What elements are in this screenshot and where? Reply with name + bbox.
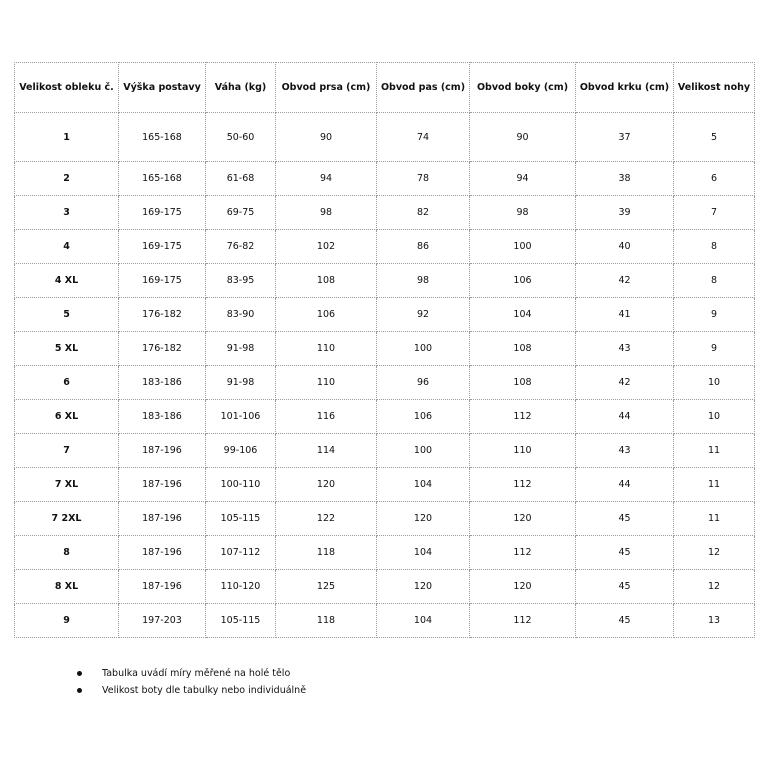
header-neck: Obvod krku (cm) xyxy=(576,63,674,113)
cell-height: 169-175 xyxy=(119,230,206,264)
cell-suit-size: 4 XL xyxy=(15,264,119,298)
table-row xyxy=(15,570,755,604)
cell-chest: 110 xyxy=(276,332,377,366)
cell-neck: 44 xyxy=(576,400,674,434)
cell-suit-size: 1 xyxy=(15,113,119,162)
cell-height: 176-182 xyxy=(119,332,206,366)
cell-hips: 108 xyxy=(470,332,576,366)
cell-foot-size: 13 xyxy=(674,604,755,638)
table-row xyxy=(15,298,755,332)
cell-neck: 42 xyxy=(576,264,674,298)
cell-height: 183-186 xyxy=(119,366,206,400)
cell-hips: 108 xyxy=(470,366,576,400)
cell-height: 169-175 xyxy=(119,264,206,298)
cell-weight: 110-120 xyxy=(206,570,276,604)
table-body xyxy=(15,113,755,638)
cell-foot-size: 10 xyxy=(674,400,755,434)
cell-neck: 45 xyxy=(576,570,674,604)
cell-suit-size: 8 xyxy=(15,536,119,570)
cell-chest: 98 xyxy=(276,196,377,230)
cell-neck: 44 xyxy=(576,468,674,502)
cell-neck: 45 xyxy=(576,604,674,638)
cell-waist: 100 xyxy=(377,434,470,468)
cell-hips: 120 xyxy=(470,570,576,604)
cell-suit-size: 5 XL xyxy=(15,332,119,366)
cell-weight: 100-110 xyxy=(206,468,276,502)
cell-suit-size: 2 xyxy=(15,162,119,196)
cell-neck: 37 xyxy=(576,113,674,162)
header-waist: Obvod pas (cm) xyxy=(377,63,470,113)
cell-waist: 74 xyxy=(377,113,470,162)
cell-chest: 106 xyxy=(276,298,377,332)
cell-chest: 94 xyxy=(276,162,377,196)
cell-foot-size: 5 xyxy=(674,113,755,162)
cell-suit-size: 6 XL xyxy=(15,400,119,434)
cell-waist: 120 xyxy=(377,570,470,604)
cell-weight: 99-106 xyxy=(206,434,276,468)
cell-weight: 105-115 xyxy=(206,502,276,536)
cell-height: 187-196 xyxy=(119,536,206,570)
table-row xyxy=(15,536,755,570)
header-suit-size: Velikost obleku č. xyxy=(15,63,119,113)
cell-neck: 45 xyxy=(576,502,674,536)
cell-weight: 91-98 xyxy=(206,366,276,400)
cell-hips: 112 xyxy=(470,468,576,502)
cell-hips: 110 xyxy=(470,434,576,468)
table-row xyxy=(15,113,755,162)
cell-hips: 90 xyxy=(470,113,576,162)
cell-height: 165-168 xyxy=(119,162,206,196)
header-height: Výška postavy xyxy=(119,63,206,113)
note-text: Tabulka uvádí míry měřené na holé tělo xyxy=(102,668,291,679)
cell-neck: 39 xyxy=(576,196,674,230)
cell-hips: 106 xyxy=(470,264,576,298)
cell-foot-size: 11 xyxy=(674,468,755,502)
notes-list xyxy=(70,665,306,699)
table-row xyxy=(15,332,755,366)
cell-height: 176-182 xyxy=(119,298,206,332)
cell-height: 187-196 xyxy=(119,502,206,536)
cell-foot-size: 9 xyxy=(674,332,755,366)
cell-neck: 38 xyxy=(576,162,674,196)
cell-weight: 91-98 xyxy=(206,332,276,366)
cell-waist: 98 xyxy=(377,264,470,298)
cell-waist: 104 xyxy=(377,536,470,570)
header-weight: Váha (kg) xyxy=(206,63,276,113)
table-row xyxy=(15,162,755,196)
cell-height: 187-196 xyxy=(119,434,206,468)
header-hips: Obvod boky (cm) xyxy=(470,63,576,113)
cell-chest: 118 xyxy=(276,604,377,638)
cell-waist: 82 xyxy=(377,196,470,230)
cell-chest: 110 xyxy=(276,366,377,400)
cell-suit-size: 5 xyxy=(15,298,119,332)
cell-height: 165-168 xyxy=(119,113,206,162)
table-row xyxy=(15,400,755,434)
cell-weight: 61-68 xyxy=(206,162,276,196)
bullet-icon xyxy=(77,688,82,693)
cell-chest: 125 xyxy=(276,570,377,604)
cell-weight: 107-112 xyxy=(206,536,276,570)
cell-hips: 112 xyxy=(470,400,576,434)
cell-neck: 40 xyxy=(576,230,674,264)
cell-hips: 100 xyxy=(470,230,576,264)
cell-chest: 118 xyxy=(276,536,377,570)
cell-waist: 120 xyxy=(377,502,470,536)
size-table xyxy=(14,62,755,638)
cell-hips: 98 xyxy=(470,196,576,230)
table-row xyxy=(15,468,755,502)
cell-foot-size: 12 xyxy=(674,570,755,604)
cell-chest: 114 xyxy=(276,434,377,468)
cell-chest: 120 xyxy=(276,468,377,502)
table-row xyxy=(15,604,755,638)
cell-foot-size: 11 xyxy=(674,434,755,468)
cell-chest: 102 xyxy=(276,230,377,264)
cell-neck: 43 xyxy=(576,434,674,468)
table-row xyxy=(15,502,755,536)
cell-hips: 112 xyxy=(470,536,576,570)
cell-suit-size: 7 2XL xyxy=(15,502,119,536)
cell-height: 187-196 xyxy=(119,468,206,502)
cell-neck: 42 xyxy=(576,366,674,400)
cell-weight: 83-95 xyxy=(206,264,276,298)
cell-waist: 106 xyxy=(377,400,470,434)
cell-neck: 41 xyxy=(576,298,674,332)
cell-weight: 50-60 xyxy=(206,113,276,162)
cell-chest: 122 xyxy=(276,502,377,536)
table-header-row xyxy=(15,63,755,113)
cell-foot-size: 7 xyxy=(674,196,755,230)
cell-neck: 43 xyxy=(576,332,674,366)
cell-waist: 100 xyxy=(377,332,470,366)
cell-height: 169-175 xyxy=(119,196,206,230)
cell-height: 187-196 xyxy=(119,570,206,604)
cell-weight: 101-106 xyxy=(206,400,276,434)
cell-foot-size: 8 xyxy=(674,230,755,264)
cell-suit-size: 9 xyxy=(15,604,119,638)
cell-waist: 104 xyxy=(377,468,470,502)
note-item xyxy=(70,665,306,682)
table-row xyxy=(15,230,755,264)
cell-weight: 83-90 xyxy=(206,298,276,332)
cell-weight: 69-75 xyxy=(206,196,276,230)
cell-height: 183-186 xyxy=(119,400,206,434)
cell-foot-size: 8 xyxy=(674,264,755,298)
cell-chest: 116 xyxy=(276,400,377,434)
cell-waist: 78 xyxy=(377,162,470,196)
cell-suit-size: 7 xyxy=(15,434,119,468)
cell-waist: 92 xyxy=(377,298,470,332)
table-row xyxy=(15,196,755,230)
table-row xyxy=(15,366,755,400)
cell-suit-size: 3 xyxy=(15,196,119,230)
table-row xyxy=(15,434,755,468)
note-text: Velikost boty dle tabulky nebo individuálně xyxy=(102,685,307,696)
cell-suit-size: 7 XL xyxy=(15,468,119,502)
cell-suit-size: 6 xyxy=(15,366,119,400)
header-foot-size: Velikost nohy xyxy=(674,63,755,113)
cell-suit-size: 4 xyxy=(15,230,119,264)
cell-height: 197-203 xyxy=(119,604,206,638)
cell-suit-size: 8 XL xyxy=(15,570,119,604)
cell-chest: 90 xyxy=(276,113,377,162)
cell-neck: 45 xyxy=(576,536,674,570)
header-chest: Obvod prsa (cm) xyxy=(276,63,377,113)
cell-foot-size: 12 xyxy=(674,536,755,570)
cell-foot-size: 9 xyxy=(674,298,755,332)
cell-chest: 108 xyxy=(276,264,377,298)
cell-foot-size: 11 xyxy=(674,502,755,536)
cell-hips: 94 xyxy=(470,162,576,196)
cell-foot-size: 6 xyxy=(674,162,755,196)
bullet-icon xyxy=(77,671,82,676)
cell-hips: 112 xyxy=(470,604,576,638)
cell-weight: 76-82 xyxy=(206,230,276,264)
table-row xyxy=(15,264,755,298)
note-item xyxy=(70,682,306,699)
cell-weight: 105-115 xyxy=(206,604,276,638)
cell-waist: 104 xyxy=(377,604,470,638)
cell-hips: 120 xyxy=(470,502,576,536)
cell-hips: 104 xyxy=(470,298,576,332)
cell-waist: 86 xyxy=(377,230,470,264)
cell-waist: 96 xyxy=(377,366,470,400)
cell-foot-size: 10 xyxy=(674,366,755,400)
